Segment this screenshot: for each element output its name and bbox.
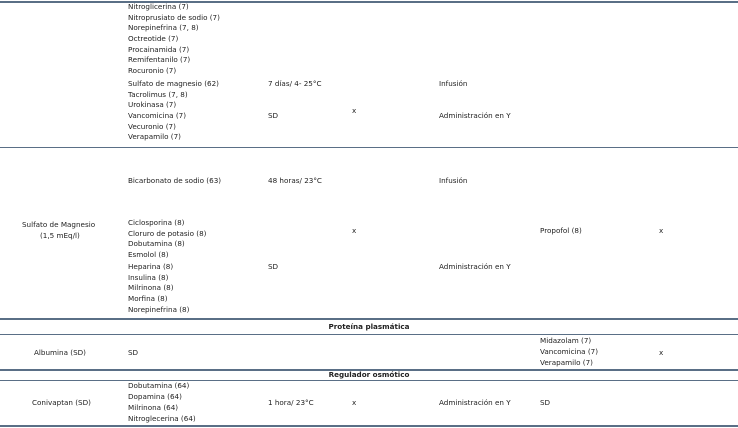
block2-incompatible-drug: Propofol (8) — [540, 226, 582, 235]
block2-stability-infusion: 48 horas/ 23°C — [268, 176, 322, 185]
list-item: Insulina (8) — [128, 272, 169, 282]
block3-stability: SD — [128, 348, 139, 357]
list-item: Procainamida (7) — [128, 44, 190, 54]
list-item: Vancomicina (7) — [128, 111, 187, 120]
row-divider — [0, 334, 738, 335]
list-item: Ciclosporina (8) — [128, 218, 185, 227]
table-top-border — [0, 1, 738, 3]
list-item: Esmolol (8) — [128, 250, 169, 259]
block4-stability: 1 hora/ 23°C — [268, 398, 314, 407]
list-item: Verapamilo (7) — [128, 132, 181, 142]
list-item: Milrinona (8) — [128, 283, 174, 293]
block1-stability-y-site: SD — [268, 111, 279, 120]
table-bottom-border — [0, 425, 738, 427]
list-item: Norepinefrina (8) — [128, 304, 190, 314]
list-item: Nitroglicerina (7) — [128, 2, 189, 11]
list-item: Cloruro de potasio (8) — [128, 228, 207, 238]
block4-incompatible: SD — [540, 398, 551, 407]
list-item: Tacrolimus (7, 8) — [128, 89, 188, 99]
row-divider — [0, 318, 738, 320]
block2-drug-concentration: (1,5 mEq/l) — [40, 230, 80, 240]
list-item: Verapamilo (7) — [540, 358, 593, 367]
list-item: Rocuronio (7) — [128, 66, 177, 75]
block2-incompatible-mark: x — [659, 226, 664, 235]
list-item: Remifentanilo (7) — [128, 55, 191, 65]
block2-drug-infusion: Bicarbonato de sodio (63) — [128, 176, 222, 185]
block4-drug-name: Conivaptan (SD) — [32, 398, 91, 407]
list-item: Dobutamina (8) — [128, 239, 185, 249]
list-item: Nitroprusiato de sodio (7) — [128, 12, 220, 22]
row-divider — [0, 380, 738, 381]
section-header-plasma-protein: Proteína plasmática — [328, 322, 410, 331]
list-item: Vecuronio (7) — [128, 121, 176, 131]
list-item: Milrinona (64) — [128, 403, 179, 412]
block2-mode-infusion: Infusión — [439, 176, 468, 185]
row-divider — [0, 147, 738, 148]
block2-drug-name: Sulfato de Magnesio — [22, 220, 96, 229]
list-item: Norepinefrina (7, 8) — [128, 23, 199, 33]
block1-stability-infusion: 7 días/ 4- 25°C — [268, 79, 322, 88]
list-item: Morfina (8) — [128, 294, 168, 303]
block4-mode: Administración en Y — [439, 398, 511, 407]
block4-compat-mark: x — [352, 398, 357, 407]
list-item: Heparina (8) — [128, 262, 174, 271]
block3-drug-name: Albumina (SD) — [34, 348, 86, 357]
block1-compat-mark: x — [352, 106, 357, 115]
list-item: Midazolam (7) — [540, 336, 592, 345]
list-item: Dopamina (64) — [128, 392, 182, 401]
block2-mode-y-site: Administración en Y — [439, 262, 511, 271]
block1-mode-y-site: Administración en Y — [439, 111, 511, 120]
list-item: Nitroglecerina (64) — [128, 414, 196, 423]
block3-incompatible-mark: x — [659, 348, 664, 357]
block2-stability-y-site: SD — [268, 262, 279, 271]
list-item: Dobutamina (64) — [128, 381, 190, 390]
section-header-osmotic-regulator: Regulador osmótico — [328, 370, 410, 379]
block1-mode-infusion: Infusión — [439, 79, 468, 88]
list-item: Urokinasa (7) — [128, 100, 177, 110]
list-item: Vancomicina (7) — [540, 347, 599, 356]
list-item: Octreotide (7) — [128, 34, 179, 43]
block2-compat-mark: x — [352, 226, 357, 235]
list-item: Sulfato de magnesio (62) — [128, 79, 219, 88]
